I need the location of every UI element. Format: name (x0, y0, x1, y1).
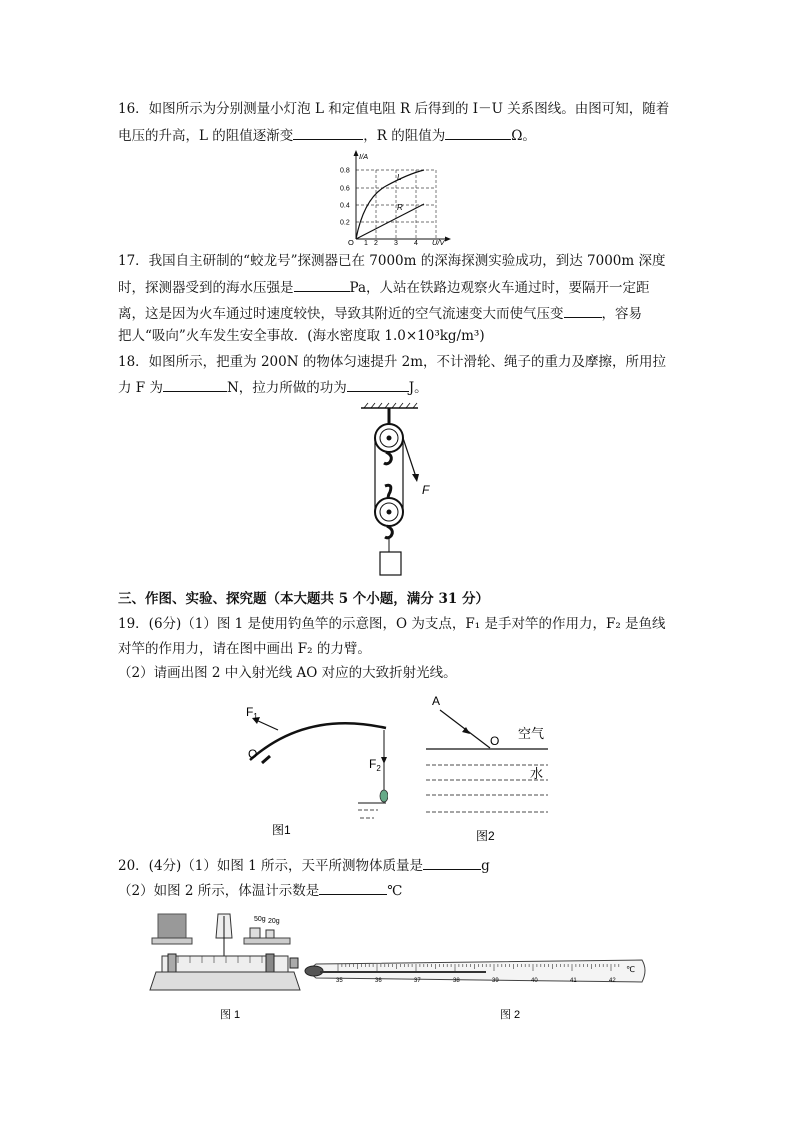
q17-text-a: 时，探测器受到的海水压强是 (118, 280, 294, 296)
q20-blank-2[interactable] (319, 881, 387, 895)
y-axis-arrow (354, 150, 359, 156)
fig2-caption-thermo: 图 2 (500, 1009, 521, 1021)
point-a-label: A (432, 694, 441, 708)
air-label: 空气 (518, 726, 545, 741)
f2-label: $F_2$ (369, 757, 381, 773)
therm-tick-label: 39 (492, 978, 499, 984)
weight-50g (250, 928, 260, 938)
weight-20g-label: 20g (268, 918, 280, 925)
q19-line1: 19．(6分)（1）图 1 是使用钓鱼竿的示意图，O 为支点，F₁ 是手对竿的作用力，F₂ 是鱼线 (118, 616, 666, 632)
pulley-figure (356, 402, 446, 580)
force-arrow (412, 474, 419, 482)
fixed-pulley-axle (387, 436, 392, 441)
fishing-rod-figure (238, 700, 388, 845)
q17-text-b: Pa，人站在铁路边观察火车通过时，要隔开一定距 (349, 280, 650, 296)
xtick-label: 2 (374, 240, 378, 246)
point-o-label: O (490, 734, 500, 748)
adjust-knob (290, 958, 298, 968)
fig1-caption: 图1 (272, 823, 291, 837)
therm-tick-label: 40 (531, 978, 538, 984)
q20-line1 (118, 856, 490, 875)
balance-nut (168, 954, 176, 974)
balance-base (150, 972, 300, 990)
q16-line1: 16．如图所示为分别测量小灯泡 L 和定值电阻 R 后得到的 I－U 关系图线。由图可知，随着 (118, 101, 670, 117)
rope-pull (403, 438, 416, 477)
balance-figure (148, 908, 308, 1023)
ytick-label: 0.6 (340, 185, 350, 193)
f1-line (256, 720, 278, 730)
pivot-o-label: O (248, 747, 258, 761)
q16-text-b: ，R 的阻值为 (363, 128, 446, 144)
q17-line3 (118, 304, 642, 323)
q16-text-a: 电压的升高，L 的阻值逐渐变 (118, 128, 294, 144)
q17-line2 (118, 278, 650, 297)
q17-text-c: 离，这是因为火车通过时速度较快，导致其附近的空气流速变大而使气压变 (118, 306, 564, 322)
q20-text-a: 20．(4分)（1）如图 1 所示，天平所测物体质量是 (118, 858, 424, 874)
q17-line1: 17．我国自主研制的“蛟龙号”探测器已在 7000m 的深海探测实验成功，到达 7000m 深度 (118, 253, 666, 269)
q18-line2 (118, 378, 428, 397)
fish-icon (380, 790, 388, 802)
q20-text-b: g (481, 858, 490, 874)
q18-blank-1[interactable] (163, 378, 227, 392)
q18-line1: 18．如图所示，把重为 200N 的物体匀速提升 2m，不计滑轮、绳子的重力及摩擦，所用拉 (118, 354, 667, 370)
line-R (356, 204, 424, 239)
rod-handle (262, 756, 270, 763)
xtick-label: 1 (364, 240, 368, 246)
line-R-label: R (397, 203, 403, 212)
x-axis-arrow (445, 237, 451, 242)
lower-hook-icon (385, 526, 392, 538)
q20-text-d: ℃ (387, 883, 403, 899)
q17-blank-1[interactable] (294, 278, 350, 292)
therm-tick-label: 37 (414, 978, 421, 984)
q16-text-c: Ω。 (511, 128, 536, 144)
therm-tick-label: 38 (453, 978, 460, 984)
water-label: 水 (530, 766, 544, 781)
ytick-label: 0.8 (340, 167, 350, 175)
curve-L-label: L (397, 173, 402, 182)
q18-text-c: J。 (408, 380, 428, 396)
iu-chart (336, 148, 452, 246)
chart-xlabel: U/V (432, 238, 445, 246)
ytick-label: 0.4 (340, 202, 350, 210)
q17-line4: 把人“吸向”火车发生安全事故．(海水密度取 1.0×10³kg/m³) (118, 328, 485, 344)
f1-label: $F_1$ (246, 705, 258, 721)
q18-blank-2[interactable] (347, 378, 409, 392)
xtick-label: 4 (414, 240, 418, 246)
q16-blank-2[interactable] (445, 126, 511, 140)
q16-blank-1[interactable] (293, 126, 363, 140)
left-pan (152, 938, 192, 944)
rider-slider[interactable] (266, 954, 274, 974)
fishing-rod (250, 723, 386, 760)
q18-text-b: N，拉力所做的功为 (226, 380, 347, 396)
weight-20g (266, 930, 274, 938)
therm-tick-label: 35 (336, 978, 343, 984)
weight-50g-label: 50g (254, 916, 266, 923)
therm-unit: ℃ (626, 965, 635, 974)
movable-pulley-axle (387, 510, 392, 515)
chart-origin: O (348, 238, 354, 246)
thermometer-figure (298, 952, 650, 1024)
object-block (158, 914, 186, 938)
xtick-label: 3 (394, 240, 398, 246)
ytick-label: 0.2 (340, 219, 350, 227)
upper-hook-icon (384, 452, 391, 464)
curve-L (356, 170, 424, 239)
water-lines (358, 810, 378, 818)
right-pan (244, 938, 290, 944)
q20-line2 (118, 881, 402, 900)
chart-ylabel: I/A (359, 152, 369, 161)
fig1-caption-balance: 图 1 (220, 1009, 241, 1021)
q19-line3: （2）请画出图 2 中入射光线 AO 对应的大致折射光线。 (118, 665, 457, 681)
q19-line2: 对竿的作用力，请在图中画出 F₂ 的力臂。 (118, 641, 371, 657)
q18-text-a: 力 F 为 (118, 380, 163, 396)
q17-text-d: ，容易 (601, 306, 642, 322)
fig2-caption: 图2 (476, 829, 495, 843)
q20-blank-1[interactable] (423, 856, 481, 870)
q16-line2 (118, 126, 536, 145)
refraction-figure (420, 688, 560, 846)
therm-tick-label: 42 (609, 978, 616, 984)
therm-tick-label: 36 (375, 978, 382, 984)
f2-arrow (381, 757, 387, 764)
q17-blank-2[interactable] (564, 304, 602, 318)
section3-title: 三、作图、实验、探究题（本大题共 5 个小题，满分 31 分） (118, 591, 489, 607)
force-label: F (422, 483, 430, 497)
weight-block (380, 552, 401, 575)
therm-tick-label: 41 (570, 978, 577, 984)
q20-text-c: （2）如图 2 所示，体温计示数是 (118, 883, 320, 899)
